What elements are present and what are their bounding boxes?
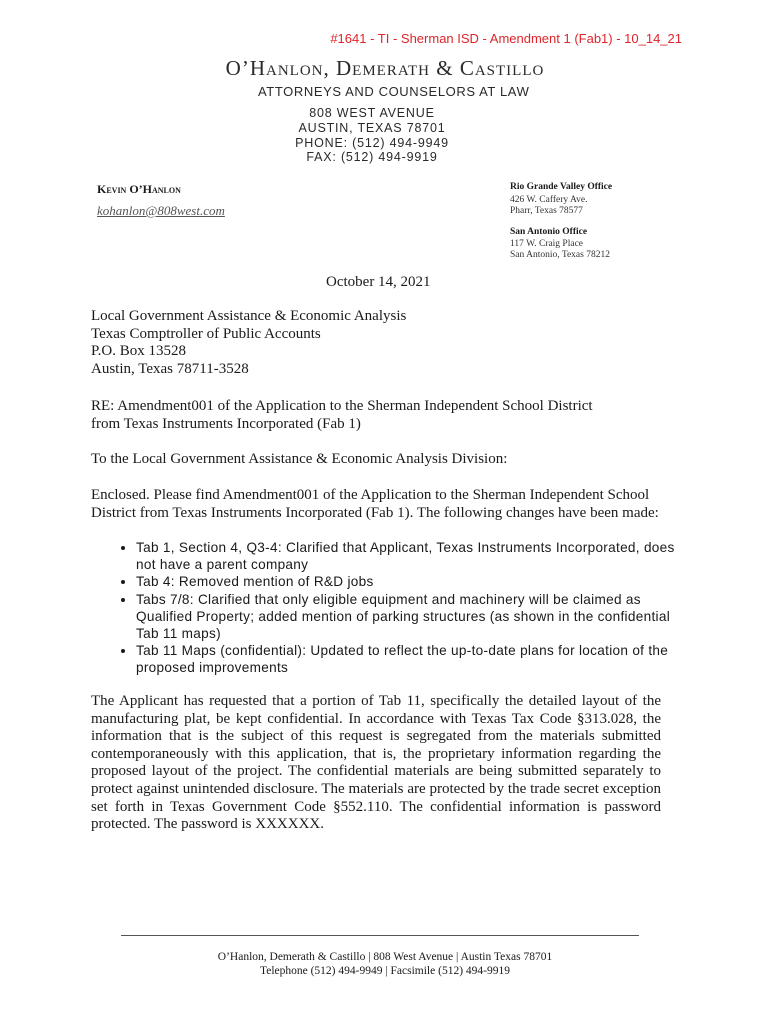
changes-list [91, 539, 696, 677]
office-line: Pharr, Texas 78577 [510, 206, 583, 216]
firm-fax-line: FAX: (512) 494-9919 [306, 150, 438, 164]
attorney-email-link[interactable]: kohanlon@808west.com [97, 203, 225, 218]
salutation: To the Local Government Assistance & Economic Analysis Division: [91, 451, 508, 467]
document-tag: #1641 - TI - Sherman ISD - Amendment 1 (Fab1) - 10_14_21 [330, 31, 682, 46]
attorney-name: Kevin O’Hanlon [97, 182, 181, 196]
footer-divider [121, 935, 639, 936]
list-item: • Tab 11 Maps (confidential): Updated to reflect the up-to-date plans for location of the proposed improvements [136, 642, 696, 676]
recipient-line: P.O. Box 13528 [91, 343, 187, 360]
office-line: 117 W. Craig Place [510, 239, 583, 249]
office-title-rio-grande: Rio Grande Valley Office [510, 182, 613, 192]
office-line: San Antonio, Texas 78212 [510, 250, 610, 260]
re-line: from Texas Instruments Incorporated (Fab 1) [91, 415, 361, 432]
letter-date: October 14, 2021 [326, 274, 431, 290]
recipient-line: Texas Comptroller of Public Accounts [91, 325, 321, 342]
office-title-san-antonio: San Antonio Office [510, 227, 588, 237]
re-line: RE: Amendment001 of the Application to the Sherman Independent School District [91, 398, 593, 414]
recipient-line: Local Government Assistance & Economic Analysis [91, 308, 407, 324]
re-subject [91, 398, 661, 433]
list-item: • Tab 1, Section 4, Q3-4: Clarified that Applicant, Texas Instruments Incorporated, does not have a parent company [136, 539, 696, 573]
list-item: • Tabs 7/8: Clarified that only eligible equipment and machinery will be claimed as Qualified Property; added mention of parking structures (as shown in the confidential Tab 11 maps) [136, 591, 696, 643]
firm-city-line: AUSTIN, TEXAS 78701 [298, 121, 446, 135]
intro-line: District from Texas Instruments Incorporated (Fab 1). The following changes have been made: [91, 504, 659, 521]
firm-address-line: 808 WEST AVENUE [309, 106, 435, 120]
recipient-line: Austin, Texas 78711-3528 [91, 360, 249, 377]
firm-name [0, 56, 770, 81]
footer-contact: Telephone (512) 494-9949 | Facsimile (512) 494-9919 [260, 965, 510, 977]
intro-line: Enclosed. Please find Amendment001 of the Application to the Sherman Independent School [91, 487, 650, 503]
footer-address: O’Hanlon, Demerath & Castillo | 808 West Avenue | Austin Texas 78701 [217, 951, 553, 963]
firm-name-text: O’Hanlon, Demerath & Castillo [225, 56, 545, 80]
recipient-address [91, 308, 661, 378]
intro-paragraph [91, 487, 661, 522]
firm-subtitle: ATTORNEYS AND COUNSELORS AT LAW [258, 84, 530, 99]
body-paragraph: The Applicant has requested that a portion of Tab 11, specifically the detailed layout of the manufacturing plat, be kept confidential. In accordance with Texas Tax Code §313.028, the information that is the subject of this request is segregated from the materials submitted contemporaneously with this application, that is, the proprietary information regarding the proposed layout of the project. The confidential materials are being submitted separately to protect against unintended disclosure. The materials are protected by the trade secret exception set forth in Texas Government Code §552.110. The confidential information is password protected. The password is XXXXXX. [91, 693, 661, 833]
firm-phone-line: PHONE: (512) 494-9949 [295, 136, 449, 150]
office-line: 426 W. Caffery Ave. [510, 195, 588, 205]
list-item: • Tab 4: Removed mention of R&D jobs [136, 573, 696, 590]
